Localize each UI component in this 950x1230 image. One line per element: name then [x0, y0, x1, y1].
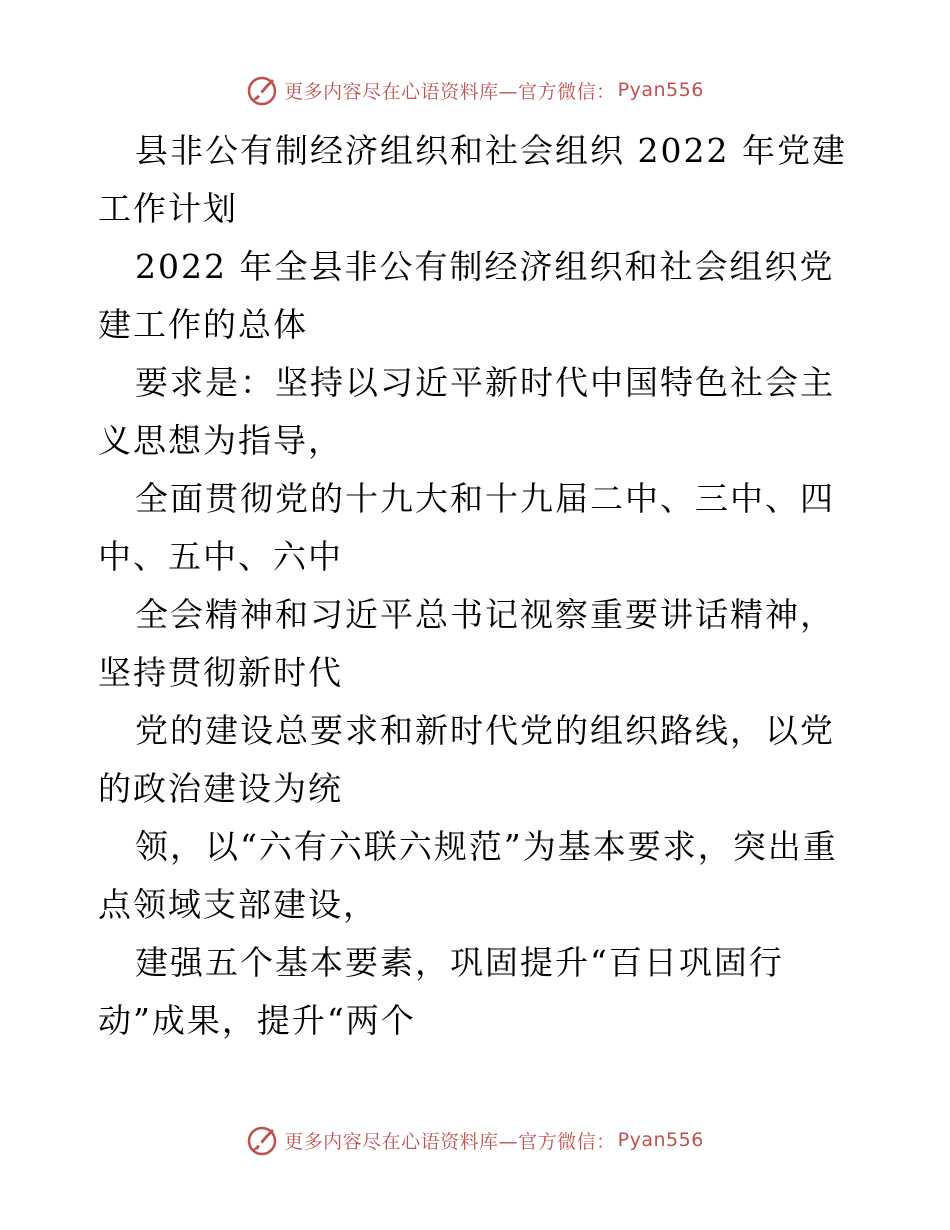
document-paragraph: 全会精神和习近平总书记视察重要讲话精神，坚持贯彻新时代 [98, 595, 835, 692]
pen-nib-logo-icon [246, 73, 280, 107]
document-paragraph: 党的建设总要求和新时代党的组织路线，以党的政治建设为统 [98, 711, 835, 808]
watermark-text: 更多内容尽在心语资料库—官方微信： [284, 1130, 616, 1153]
document-paragraph: 要求是：坚持以习近平新时代中国特色社会主义思想为指导， [98, 363, 835, 460]
pen-nib-logo-icon [246, 1123, 280, 1157]
document-paragraph: 建强五个基本要素，巩固提升“百日巩固行动”成果，提升“两个 [98, 943, 784, 1040]
document-paragraph: 全面贯彻党的十九大和十九届二中、三中、四中、五中、六中 [98, 479, 835, 576]
watermark-footer [0, 1120, 950, 1160]
watermark-wechat-id: Pyan556 [617, 1129, 704, 1151]
document-paragraph: 领，以“六有六联六规范”为基本要求，突出重点领域支部建设， [98, 827, 838, 924]
watermark-text: 更多内容尽在心语资料库—官方微信： [284, 80, 616, 103]
document-paragraph: 2022 年全县非公有制经济组织和社会组织党建工作的总体 [98, 247, 835, 344]
watermark-header [0, 70, 950, 110]
document-body [98, 122, 858, 1050]
watermark-wechat-id: Pyan556 [617, 79, 704, 101]
document-paragraph: 县非公有制经济组织和社会组织 2022 年党建工作计划 [98, 131, 847, 228]
